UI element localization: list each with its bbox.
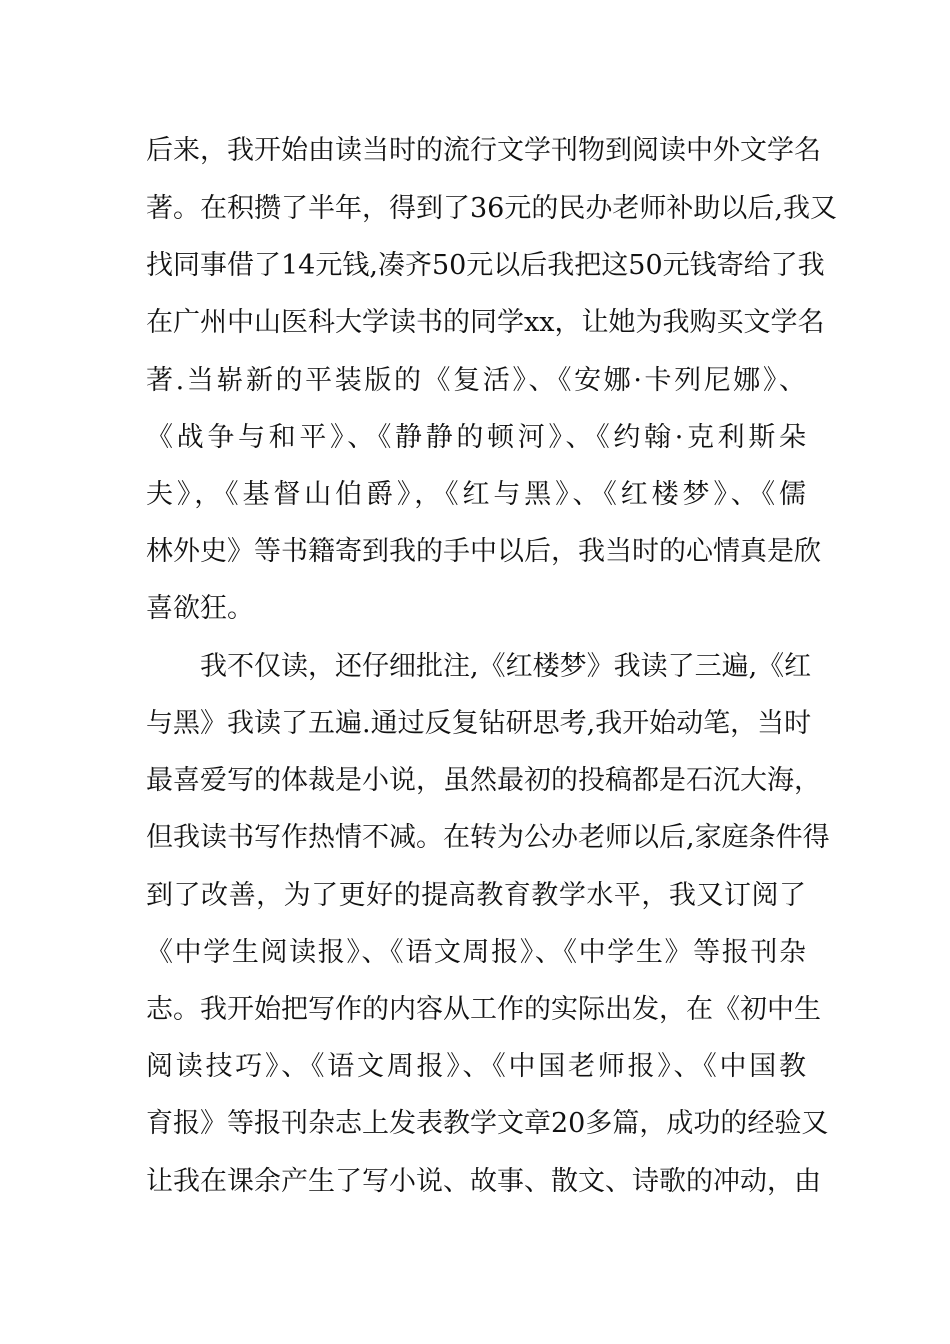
paragraph-2-line-4: 但我读书写作热情不减。在转为公办老师以后,家庭条件得	[146, 822, 830, 853]
paragraph-1-line-4: 在广州中山医科大学读书的同学xx，让她为我购买文学名	[146, 307, 825, 338]
paragraph-1-line-9: 喜欲狂。	[146, 593, 254, 624]
paragraph-1-line-5: 著.当崭新的平装版的《复活》、《安娜·卡列尼娜》、	[146, 365, 806, 396]
paragraph-2-line-9: 育报》等报刊杂志上发表教学文章20多篇，成功的经验又	[146, 1108, 829, 1139]
paragraph-2-line-7: 志。我开始把写作的内容从工作的实际出发，在《初中生	[146, 994, 821, 1025]
paragraph-2-line-10: 让我在课余产生了写小说、故事、散文、诗歌的冲动，由	[146, 1166, 821, 1197]
paragraph-2-line-5: 到了改善，为了更好的提高教育教学水平，我又订阅了	[146, 880, 806, 911]
paragraph-1-line-6: 《战争与和平》、《静静的顿河》、《约翰·克利斯朵	[146, 422, 806, 453]
paragraph-2-line-8: 阅读技巧》、《语文周报》、《中国老师报》、《中国教	[146, 1051, 806, 1082]
paragraph-1-line-1: 后来，我开始由读当时的流行文学刊物到阅读中外文学名	[146, 135, 821, 166]
paragraph-1-line-7: 夫》，《基督山伯爵》，《红与黑》、《红楼梦》、《儒	[146, 479, 806, 510]
paragraph-2-line-1: 我不仅读，还仔细批注,《红楼梦》我读了三遍,《红	[200, 651, 812, 682]
paragraph-2-line-3: 最喜爱写的体裁是小说，虽然最初的投稿都是石沉大海，	[146, 765, 821, 796]
paragraph-2-line-2: 与黑》我读了五遍.通过反复钻研思考,我开始动笔，当时	[146, 708, 812, 739]
paragraph-2-line-6: 《中学生阅读报》、《语文周报》、《中学生》等报刊杂	[146, 937, 806, 968]
paragraph-1-line-3: 找同事借了14元钱,凑齐50元以后我把这50元钱寄给了我	[146, 250, 825, 281]
paragraph-1-line-8: 林外史》等书籍寄到我的手中以后，我当时的心情真是欣	[146, 536, 821, 567]
paragraph-1-line-2: 著。在积攒了半年，得到了36元的民办老师补助以后,我又	[146, 193, 837, 224]
